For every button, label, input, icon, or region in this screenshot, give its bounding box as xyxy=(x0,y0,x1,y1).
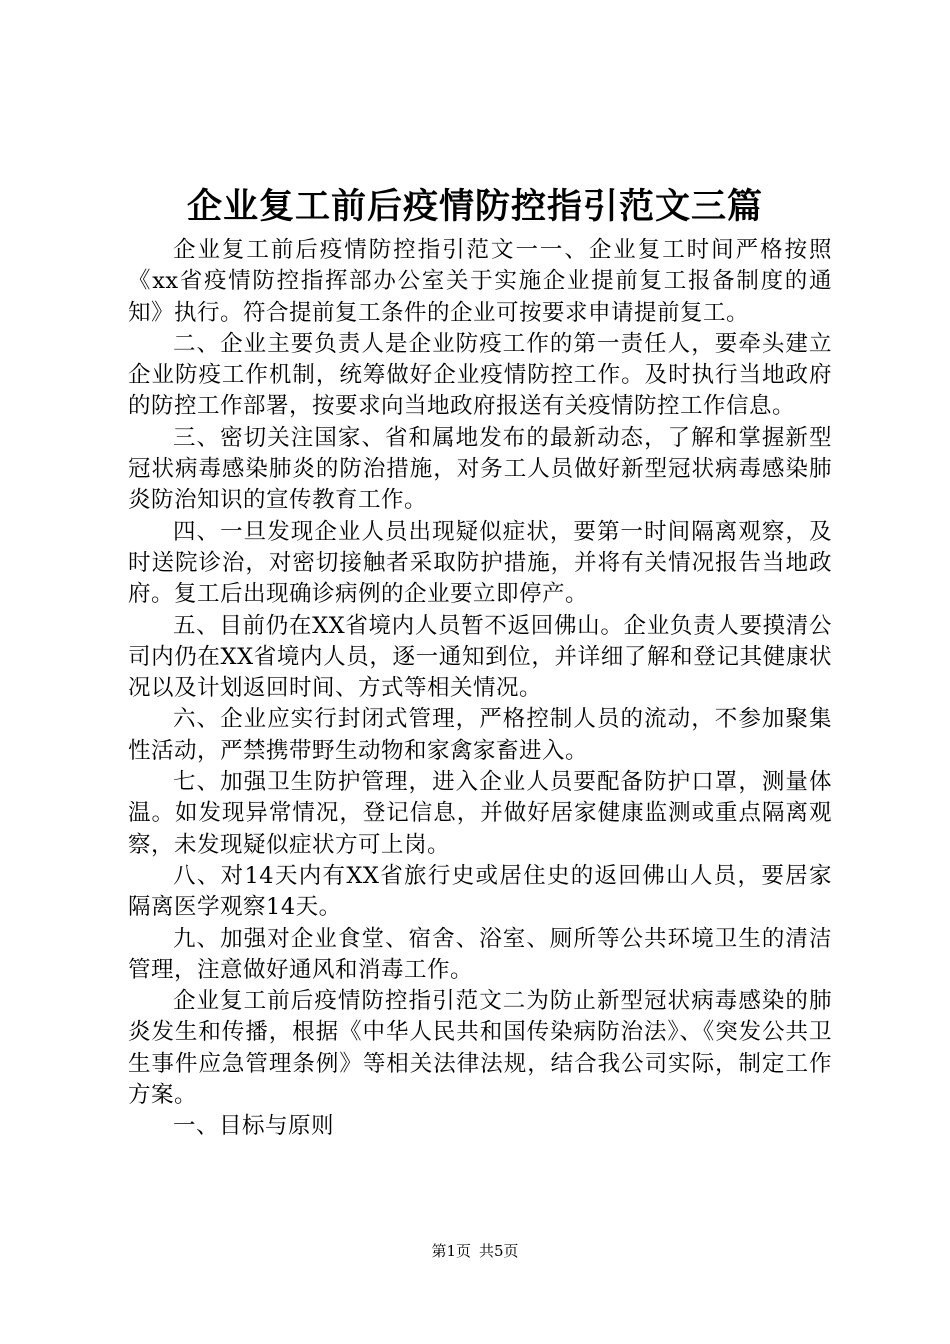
paragraph-2: 二、企业主要负责人是企业防疫工作的第一责任人，要牵头建立企业防疫工作机制，统筹做好企业疫情防控工作。及时执行当地政府的防控工作部署，按要求向当地政府报送有关疫情防控工作信息。 xyxy=(128,330,832,420)
section-heading: 一、目标与原则 xyxy=(173,1113,335,1140)
paragraph-6: 六、企业应实行封闭式管理，严格控制人员的流动，不参加聚集性活动，严禁携带野生动物和家禽家畜进入。 xyxy=(128,706,832,764)
paragraph-1: 企业复工前后疫情防控指引范文一一、企业复工时间严格按照《xx省疫情防控指挥部办公室关于实施企业提前复工报备制度的通知》执行。符合提前复工条件的企业可按要求申请提前复工。 xyxy=(128,237,832,326)
paragraph-5: 五、目前仍在XX省境内人员暂不返回佛山。企业负责人要摸清公司内仍在XX省境内人员，逐一通知到位，并详细了解和登记其健康状况以及计划返回时间、方式等相关情况。 xyxy=(128,612,832,702)
paragraph-10: 企业复工前后疫情防控指引范文二为防止新型冠状病毒感染的肺炎发生和传播，根据《中华人民共和国传染病防治法》、《突发公共卫生事件应急管理条例》等相关法律法规，结合我公司实际，制定工作方案。 xyxy=(128,988,832,1109)
page-footer xyxy=(0,1241,950,1261)
paragraph-4: 四、一旦发现企业人员出现疑似症状，要第一时间隔离观察，及时送院诊治，对密切接触者采取防护措施，并将有关情况报告当地政府。复工后出现确诊病例的企业要立即停产。 xyxy=(128,518,832,608)
paragraph-3: 三、密切关注国家、省和属地发布的最新动态，了解和掌握新型冠状病毒感染肺炎的防治措施，对务工人员做好新型冠状病毒感染肺炎防治知识的宣传教育工作。 xyxy=(128,424,832,514)
page-number: 第1页 xyxy=(431,1242,471,1260)
document-body xyxy=(128,235,832,1143)
paragraph-7: 七、加强卫生防护管理，进入企业人员要配备防护口罩，测量体温。如发现异常情况，登记信息，并做好居家健康监测或重点隔离观察，未发现疑似症状方可上岗。 xyxy=(128,769,832,858)
paragraph-9: 九、加强对企业食堂、宿舍、浴室、厕所等公共环境卫生的清洁管理，注意做好通风和消毒工作。 xyxy=(128,925,832,983)
document-title: 企业复工前后疫情防控指引范文三篇 xyxy=(186,186,763,227)
page-total: 共5页 xyxy=(479,1242,519,1260)
paragraph-8: 八、对14天内有XX省旅行史或居住史的返回佛山人员，要居家隔离医学观察14天。 xyxy=(128,862,832,921)
